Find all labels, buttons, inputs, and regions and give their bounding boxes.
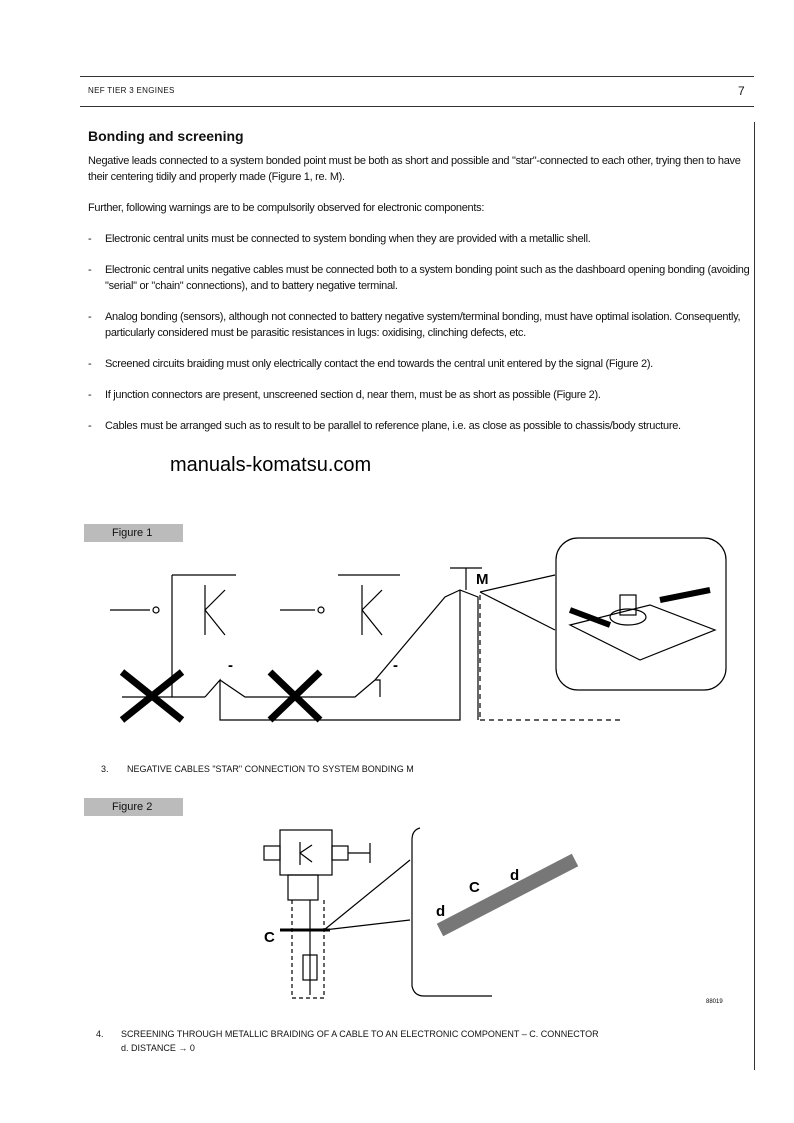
header-rule-top [80, 76, 754, 77]
minus-label: - [228, 657, 233, 674]
figure-code: 88019 [706, 999, 723, 1005]
list-item-text: Analog bonding (sensors), although not connected to battery negative system/terminal bonding, must have optimal isolation. Consequently, particularly considered must be parasitic resistances in lugs: oxidising, clinching defects, etc. [105, 311, 741, 339]
bullet: - [88, 389, 92, 401]
watermark: manuals-komatsu.com [170, 454, 372, 476]
list-item [88, 231, 750, 247]
list-item-text: Screened circuits braiding must only electrically contact the end towards the central unit entered by the signal (Figure 2). [105, 358, 653, 370]
lead-paragraph: Further, following warnings are to be compulsorily observed for electronic components: [88, 202, 485, 214]
minus-label: - [393, 657, 398, 674]
m-label: M [476, 571, 489, 588]
figure1-label: Figure 1 [84, 524, 183, 542]
list-item-text: Electronic central units must be connected to system bonding when they are provided with a metallic shell. [105, 233, 591, 245]
list-item [88, 356, 750, 372]
c-label: C [469, 879, 480, 896]
list-item-text: If junction connectors are present, unscreened section d, near them, must be as short as possible (Figure 2). [105, 389, 601, 401]
header-title: NEF TIER 3 ENGINES [88, 86, 175, 95]
c-label: C [264, 929, 275, 946]
figure2-label: Figure 2 [84, 798, 183, 816]
list-item [88, 309, 750, 341]
bullet: - [88, 420, 92, 432]
d-label: d [436, 903, 446, 920]
d-label: d [510, 867, 520, 884]
bullet: - [88, 311, 92, 323]
list-item [88, 418, 750, 434]
section-title: Bonding and screening [88, 128, 244, 144]
figure2-caption-number: 4. [96, 1029, 104, 1039]
figure1-caption-number: 3. [101, 764, 109, 774]
figure2-caption: SCREENING THROUGH METALLIC BRAIDING OF A CABLE TO AN ELECTRONIC COMPONENT – C. CONNECTOR [121, 1029, 599, 1039]
bullet: - [88, 264, 92, 276]
figure1-caption: NEGATIVE CABLES "STAR" CONNECTION TO SYSTEM BONDING M [127, 764, 414, 774]
list-item [88, 262, 750, 294]
bullet: - [88, 233, 92, 245]
list-item-text: Electronic central units negative cables must be connected both to a system bonding point such as the dashboard opening bonding (avoiding "serial" or "chain" connections), and to battery negative terminal. [105, 264, 750, 292]
figure2-caption-line2: d. DISTANCE → 0 [121, 1043, 195, 1053]
margin-rule [754, 122, 755, 1070]
page-number: 7 [738, 84, 745, 98]
list-item-text: Cables must be arranged such as to result to be parallel to reference plane, i.e. as close as possible to chassis/body structure. [105, 420, 681, 432]
intro-paragraph: Negative leads connected to a system bonded point must be both as short and possible and "star"-connected to each other, trying then to have their centering tidily and properly made (Figure 1, re. M). [88, 155, 741, 183]
bullet: - [88, 358, 92, 370]
list-item [88, 387, 750, 403]
header-rule-bottom [80, 106, 754, 107]
section-body [88, 153, 750, 477]
